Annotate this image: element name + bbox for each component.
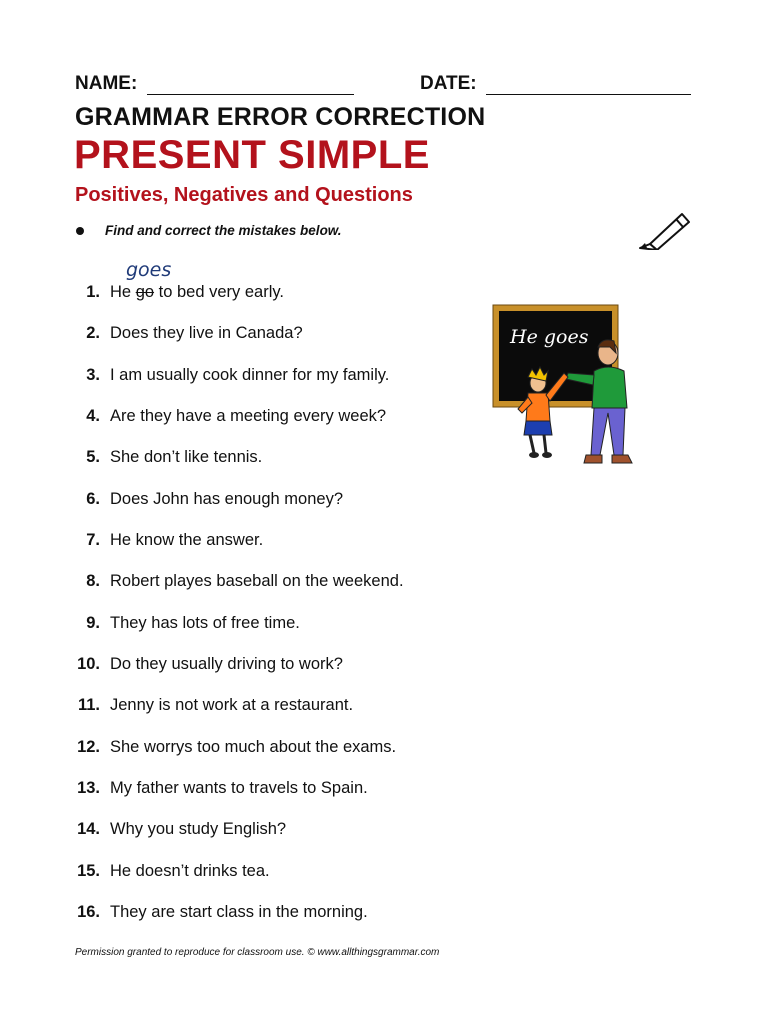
item-text: She don’t like tennis. — [110, 448, 263, 466]
item-number: 14. — [77, 820, 100, 838]
handwritten-correction: goes — [126, 259, 172, 281]
item-text: Does they live in Canada? — [110, 324, 303, 342]
teacher-student-illustration — [490, 303, 640, 468]
item-text: She worrys too much about the exams. — [110, 738, 397, 756]
name-blank — [147, 76, 354, 95]
item-number: 15. — [77, 862, 100, 880]
topic-subtitle: Positives, Negatives and Questions — [75, 184, 413, 206]
item-text: Why you study English? — [110, 820, 287, 838]
item-text: Are they have a meeting every week? — [110, 407, 387, 425]
name-field — [75, 73, 354, 95]
item-text: Do they usually driving to work? — [110, 655, 343, 673]
item-text: Robert playes baseball on the weekend. — [110, 572, 404, 590]
instructions: Find and correct the mistakes below. — [105, 223, 342, 238]
footer-copyright: Permission granted to reproduce for classroom use. © www.allthingsgrammar.com — [75, 947, 440, 958]
worksheet-title: GRAMMAR ERROR CORRECTION — [75, 103, 486, 131]
item-text: I am usually cook dinner for my family. — [110, 366, 390, 384]
item-number: 4. — [86, 407, 100, 425]
struck-word: go — [135, 283, 155, 301]
item-text: They has lots of free time. — [110, 614, 300, 632]
item-number: 9. — [86, 614, 100, 632]
date-blank — [486, 76, 691, 95]
date-label: DATE: — [420, 73, 477, 94]
item-number: 8. — [86, 572, 100, 590]
item-text: My father wants to travels to Spain. — [110, 779, 368, 797]
item-text: He go to bed very early. — [110, 283, 284, 301]
bullet-icon — [76, 227, 84, 235]
item-number: 5. — [86, 448, 100, 466]
item-text: He doesn’t drinks tea. — [110, 862, 270, 880]
item-number: 3. — [86, 366, 100, 384]
item-text: He know the answer. — [110, 531, 264, 549]
item-number: 13. — [77, 779, 100, 797]
item-number: 16. — [77, 903, 100, 921]
pencil-icon — [636, 206, 692, 250]
item-number: 11. — [77, 696, 100, 714]
topic-title: PRESENT SIMPLE — [74, 133, 430, 177]
item-number: 10. — [77, 655, 100, 673]
name-label: NAME: — [75, 73, 138, 94]
item-number: 7. — [86, 531, 100, 549]
item-text: They are start class in the morning. — [110, 903, 368, 921]
chalkboard-text: He goes — [510, 326, 589, 348]
item-number: 6. — [86, 490, 100, 508]
item-text: Jenny is not work at a restaurant. — [110, 696, 354, 714]
item-text: Does John has enough money? — [110, 490, 343, 508]
item-number: 2. — [86, 324, 100, 342]
item-number: 12. — [77, 738, 100, 756]
date-field — [420, 73, 691, 95]
item-number: 1. — [86, 283, 100, 301]
